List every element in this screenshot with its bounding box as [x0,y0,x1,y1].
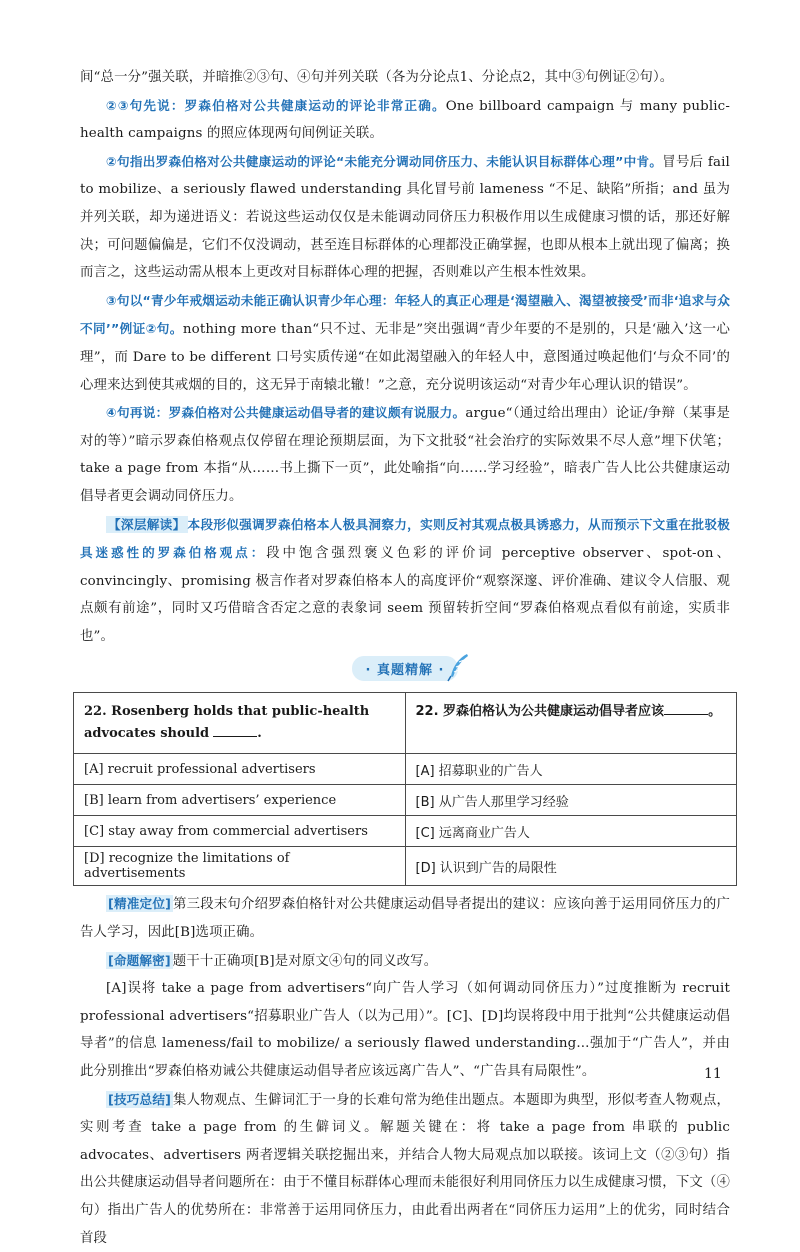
text-2: One billboard campaign 与 many public-health campaigns 的照应体现两句间例证关联。 [80,98,731,142]
answer-blank [664,702,708,715]
skill-label: [技巧总结] [108,1091,172,1107]
analysis-decode [80,947,730,976]
paragraph-5 [80,399,730,510]
highlight-4: ③句以“青少年戒烟运动未能正确认识青少年心理：年轻人的真正心理是‘渴望融入、渴望被接受’而非‘追求与众不同’”例证②句。 [80,292,730,337]
text-3: 冒号后 fail to mobilize、a seriously flawed understanding 具化冒号前 lameness “不足、缺陷”所指；and 虽为并列关联，却为递进语义：若说这些运动仅仅是未能调动同侪压力积极作用以生成健康习惯的话，那还好解决；可问题偏偏是，它们不仅没调动，甚至连目标群体的心理都没正确掌握，也即从根本上就出现了偏离；换而言之，这些运动需从根本上更改对目标群体心理的把握，否则难以产生根本性效果。 [80,154,730,281]
question-stem-zh: 22. 罗森伯格认为公共健康运动倡导者应该 。 [405,693,737,754]
paragraph-1: 间“总一分”强关联，并暗推②③句、④句并列关联（各为分论点1、分论点2，其中③句例证②句）。 [80,70,674,85]
highlight-3: ②句指出罗森伯格对公共健康运动的评论“未能充分调动同侪压力、未能认识目标群体心理”中肯。 [106,153,663,169]
option-zh: [A] 招募职业的广告人 [405,754,737,785]
deep-reading-label: 【深层解读】 [108,516,186,532]
highlight-6: 本段形似强调罗森伯格本人极具洞察力，实则反衬其观点极具诱惑力，从而预示下文重在批驳极具迷惑性的罗森伯格观点： [80,516,730,561]
locate-text: 第三段末句介绍罗森伯格针对公共健康运动倡导者提出的建议：应该向善于运用同侪压力的广告人学习，因此[B]选项正确。 [80,897,730,941]
option-en: [D] recognize the limitations of advertisements [74,847,406,886]
question-stem-row [74,693,737,754]
analysis-locate [80,890,730,946]
paragraph-6 [80,511,730,651]
highlight-2: ②③句先说：罗森伯格对公共健康运动的评论非常正确。 [106,97,446,113]
paragraph-4 [80,287,730,399]
quill-icon [445,652,471,682]
skill-text: 集人物观点、生僻词汇于一身的长难句常为绝佳出题点。本题即为典型，形似考查人物观点，实则考查 take a page from 的生僻词义。解题关键在：将 take a page from 串联的 public advocates、advertisers 两者逻辑关联挖掘出来，并结合人物大局观点加以联接。该词上文（②③句）指出公共健康运动倡导者问题所在：由于不懂目标群体心理而未能很好利用同侪压力以生成健康习惯，下文（④句）指出广告人的优势所在：非常善于运用同侪压力，由此看出两者在“同侪压力运用”上的优劣，同时结合首段 [80,1092,730,1246]
option-zh: [D] 认识到广告的局限性 [405,847,737,886]
banner-title: · 真题精解 · [352,656,459,681]
option-zh: [B] 从广告人那里学习经验 [405,785,737,816]
answer-blank [213,724,257,737]
option-en: [C] stay away from commercial advertisers [74,816,406,847]
text-4: nothing more than“只不过、无非是”突出强调“青少年要的不是别的，只是‘融入’这一心理”，而 Dare to be different 口号实质传递“在如此渴望融入的年轻人中，意图通过唤起他们‘与众不同’的心理来达到使其戒烟的目的，这无异于南辕北辙！”之意，充分说明该运动“对青少年心理认识的错误”。 [80,322,730,393]
locate-label: [精准定位] [108,896,172,912]
decode-text: 题干十正确项[B]是对原文④句的同义改写。 [172,953,438,969]
option-row [74,785,737,816]
analysis-wrong-options: [A]误将 take a page from advertisers“向广告人学习（如何调动同侪压力）”过度推断为 recruit professional advertisers“招募职业广告人（以为己用）”。[C]、[D]均误将段中用于批判“公共健康运动倡导者”的信息 lameness/fail to mobilize/ a seriously flawed understanding...强加于“广告人”，并由此分别推出“罗森伯格劝诫公共健康运动倡导者应该远离广告人”、“广告具有局限性”。 [80,981,730,1080]
analysis-skill [80,1086,730,1252]
question-table [73,692,737,886]
paragraph-2 [80,92,730,148]
page-number: 11 [704,1066,722,1082]
question-stem-en: 22. Rosenberg holds that public-health advocates should . [74,693,406,754]
decode-label: [命题解密] [108,952,171,968]
option-en: [A] recruit professional advertisers [74,754,406,785]
highlight-5: ④句再说：罗森伯格对公共健康运动倡导者的建议颇有说服力。 [106,405,466,421]
option-zh: [C] 远离商业广告人 [405,816,737,847]
page-content [80,64,730,1252]
option-row [74,816,737,847]
option-row [74,754,737,785]
option-row [74,847,737,886]
paragraph-3 [80,148,730,287]
section-banner [80,656,730,686]
option-en: [B] learn from advertisers’ experience [74,785,406,816]
text-5: argue“（通过给出理由）论证/争辩（某事是对的等）”暗示罗森伯格观点仅停留在理论预期层面，为下文批驳“社会治疗的实际效果不尽人意”埋下伏笔；take a page from 本指“从……书上撕下一页”，此处喻指“向……学习经验”，暗表广告人比公共健康运动倡导者更会调动同侪压力。 [80,406,730,504]
text-6: 段中饱含强烈褒义色彩的评价词 perceptive observer、spot-on、convincingly、promising 极言作者对罗森伯格本人的高度评价“观察深邃、评价准确、建议令人信服、观点颇有前途”，同时又巧借暗含否定之意的表象词 seem 预留转折空间“罗森伯格观点看似有前途，实质非也”。 [80,546,730,644]
